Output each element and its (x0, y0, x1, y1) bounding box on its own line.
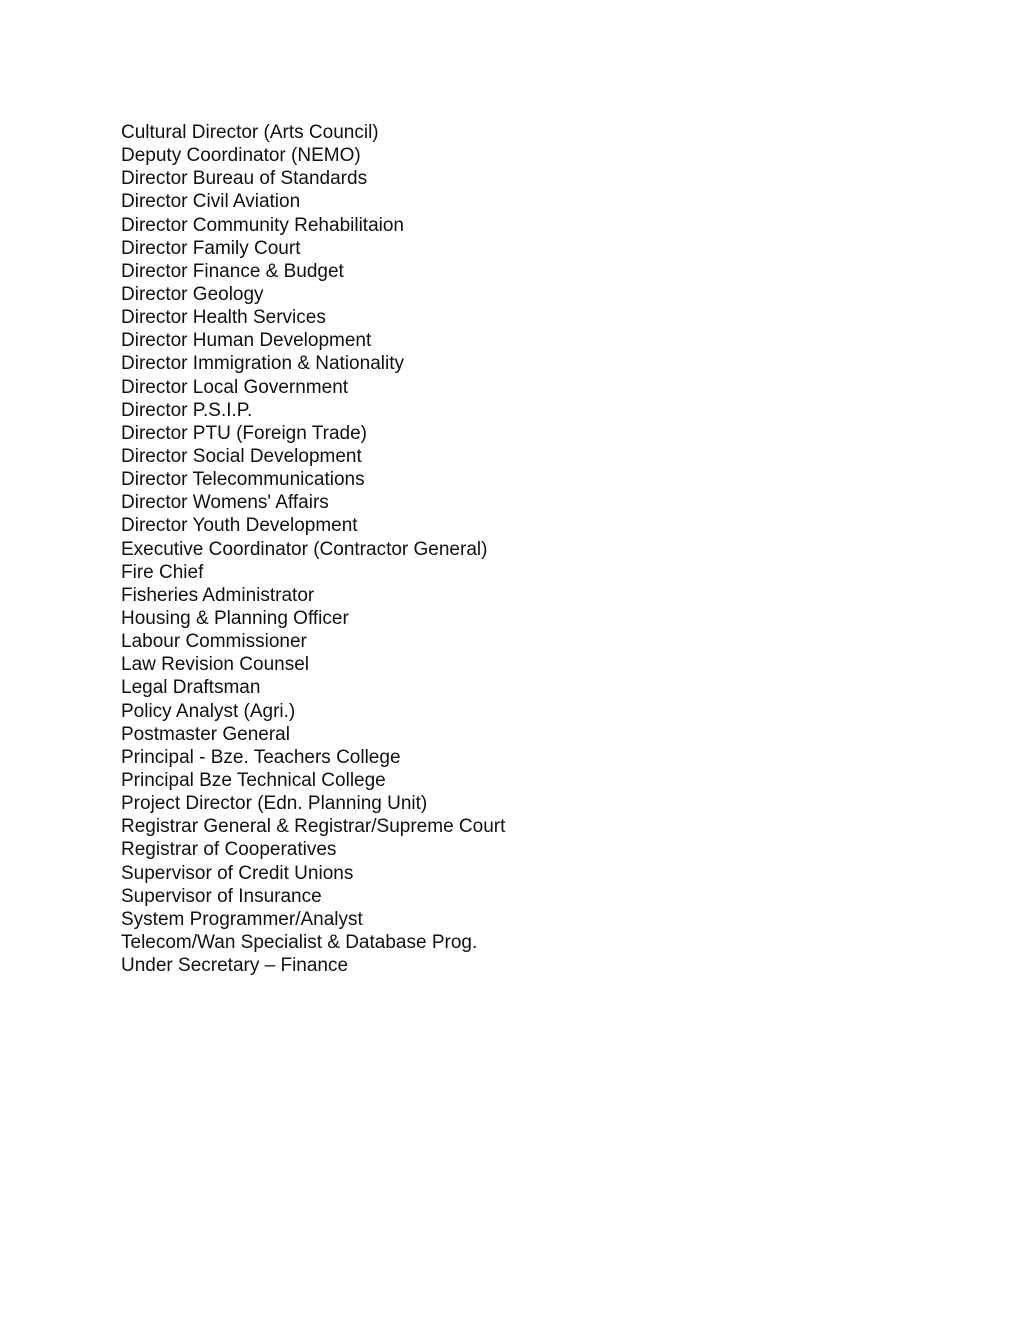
list-item: Supervisor of Credit Unions (121, 862, 354, 884)
list-item: Director Family Court (121, 237, 301, 259)
list-item: Director Finance & Budget (121, 260, 344, 282)
list-item: Project Director (Edn. Planning Unit) (121, 793, 428, 815)
list-item: Registrar General & Registrar/Supreme Court (121, 816, 506, 838)
list-item: Director Geology (121, 283, 264, 305)
list-item: Housing & Planning Officer (121, 607, 349, 629)
list-item: Cultural Director (Arts Council) (121, 122, 379, 143)
list-item: Legal Draftsman (121, 677, 261, 699)
list-item: Principal Bze Technical College (121, 769, 386, 791)
list-item: System Programmer/Analyst (121, 908, 363, 930)
list-item: Labour Commissioner (121, 631, 307, 653)
list-item: Executive Coordinator (Contractor General) (121, 538, 488, 560)
list-item: Director Social Development (121, 445, 362, 467)
list-item: Director Youth Development (121, 515, 358, 537)
list-item: Telecom/Wan Specialist & Database Prog. (121, 931, 478, 953)
list-item: Registrar of Cooperatives (121, 839, 337, 861)
list-item: Fisheries Administrator (121, 584, 315, 606)
list-item: Policy Analyst (Agri.) (121, 700, 296, 722)
list-item: Director Bureau of Standards (121, 168, 368, 190)
list-item: Director Health Services (121, 307, 326, 329)
list-item: Principal - Bze. Teachers College (121, 746, 401, 768)
list-item: Director Telecommunications (121, 469, 365, 491)
list-item: Deputy Coordinator (NEMO) (121, 145, 361, 167)
list-item: Postmaster General (121, 723, 290, 745)
list-item: Director Human Development (121, 330, 372, 352)
list-item: Supervisor of Insurance (121, 885, 322, 907)
list-item: Director PTU (Foreign Trade) (121, 422, 368, 444)
list-item: Director Civil Aviation (121, 191, 301, 213)
list-item: Director Local Government (121, 376, 349, 398)
list-item: Under Secretary – Finance (121, 955, 349, 977)
list-item: Director P.S.I.P. (121, 399, 253, 421)
list-item: Director Immigration & Nationality (121, 353, 404, 375)
list-item: Director Community Rehabilitaion (121, 214, 404, 236)
job-title-list (121, 121, 505, 977)
list-item: Fire Chief (121, 561, 204, 583)
list-item: Law Revision Counsel (121, 654, 309, 676)
list-item: Director Womens' Affairs (121, 492, 329, 514)
